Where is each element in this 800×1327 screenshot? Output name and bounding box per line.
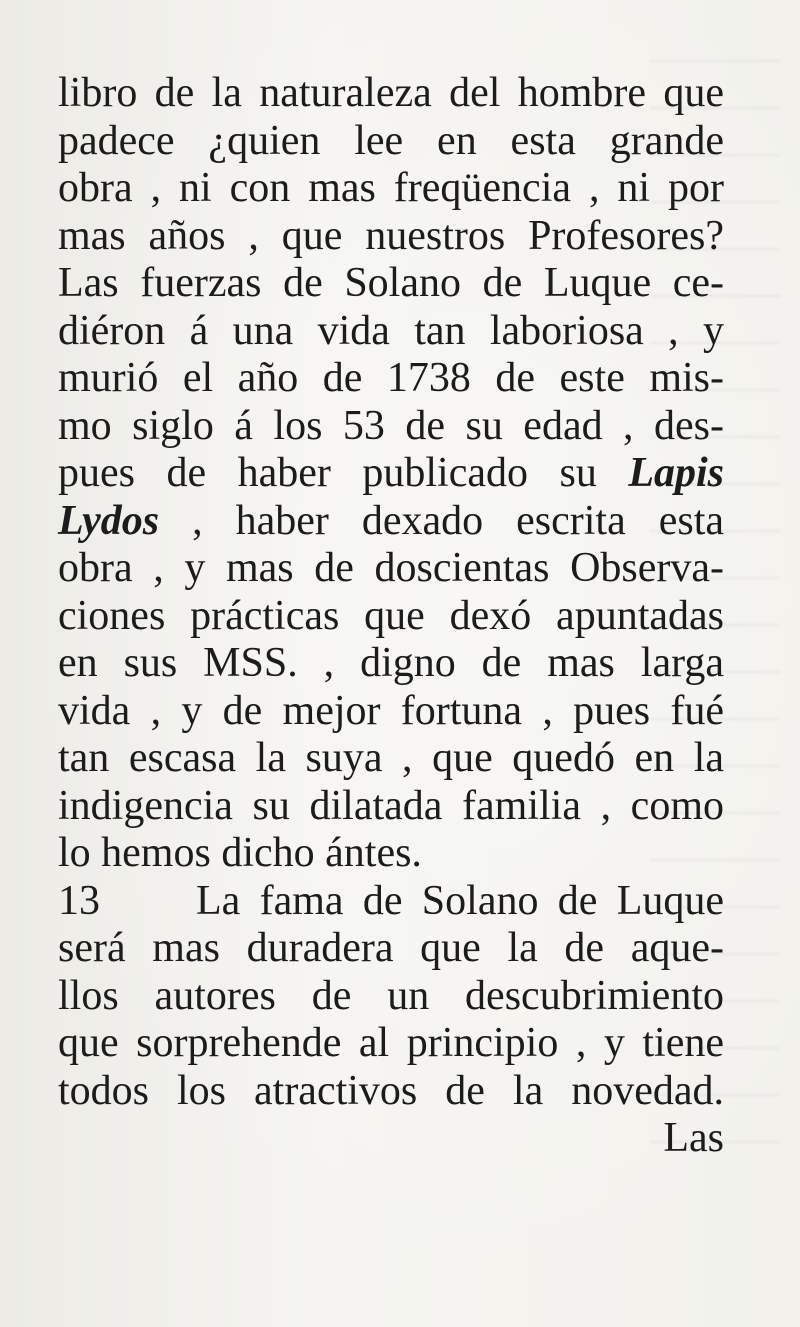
text-line: todos los atractivos de la novedad. — [58, 1067, 724, 1114]
text-line: murió el año de 1738 de este mis- — [58, 355, 724, 401]
text-line: tan escasa la suya , que quedó en la — [58, 735, 724, 781]
text-line: diéron á una vida tan laboriosa , y — [58, 307, 724, 354]
text-fragment: , haber dexado escrita esta — [192, 497, 724, 544]
text-line: Las fuerzas de Solano de Luque ce- — [58, 260, 724, 306]
text-line: obra , y mas de doscientas Observa- — [58, 545, 724, 591]
text-line: será mas duradera que la de aque- — [58, 925, 724, 971]
text-line: ciones prácticas que dexó apuntadas — [58, 592, 724, 639]
text-line: en sus MSS. , digno de mas larga — [58, 640, 724, 686]
text-fragment: pues de haber publicado su — [58, 450, 597, 496]
text-fragment: La fama de Solano de Luque — [196, 877, 724, 924]
text-line: padece ¿quien lee en esta grande — [58, 117, 724, 164]
text-line: obra , ni con mas freqüencia , ni por — [58, 165, 724, 211]
text-block — [58, 70, 724, 1163]
text-line-with-title — [58, 450, 724, 498]
text-line: mas años , que nuestros Profesores? — [58, 212, 724, 259]
catchword: Las — [663, 1115, 724, 1161]
text-line: libro de la naturaleza del hombre que — [58, 70, 724, 116]
text-line-with-title — [58, 498, 724, 546]
text-line: mo siglo á los 53 de su edad , des- — [58, 402, 724, 449]
text-line-paragraph-end: lo hemos dicho ántes. — [58, 830, 422, 876]
paragraph-start-line — [58, 878, 724, 926]
paragraph-number: 13 — [58, 877, 100, 924]
text-line: que sorprehende al principio , y tiene — [58, 1020, 724, 1066]
text-line: llos autores de un descubrimiento — [58, 972, 724, 1019]
text-line: vida , y de mejor fortuna , pues fué — [58, 687, 724, 734]
italic-title: Lapis — [628, 450, 724, 496]
text-line: indigencia su dilatada familia , como — [58, 782, 724, 829]
italic-title: Lydos — [58, 497, 160, 544]
